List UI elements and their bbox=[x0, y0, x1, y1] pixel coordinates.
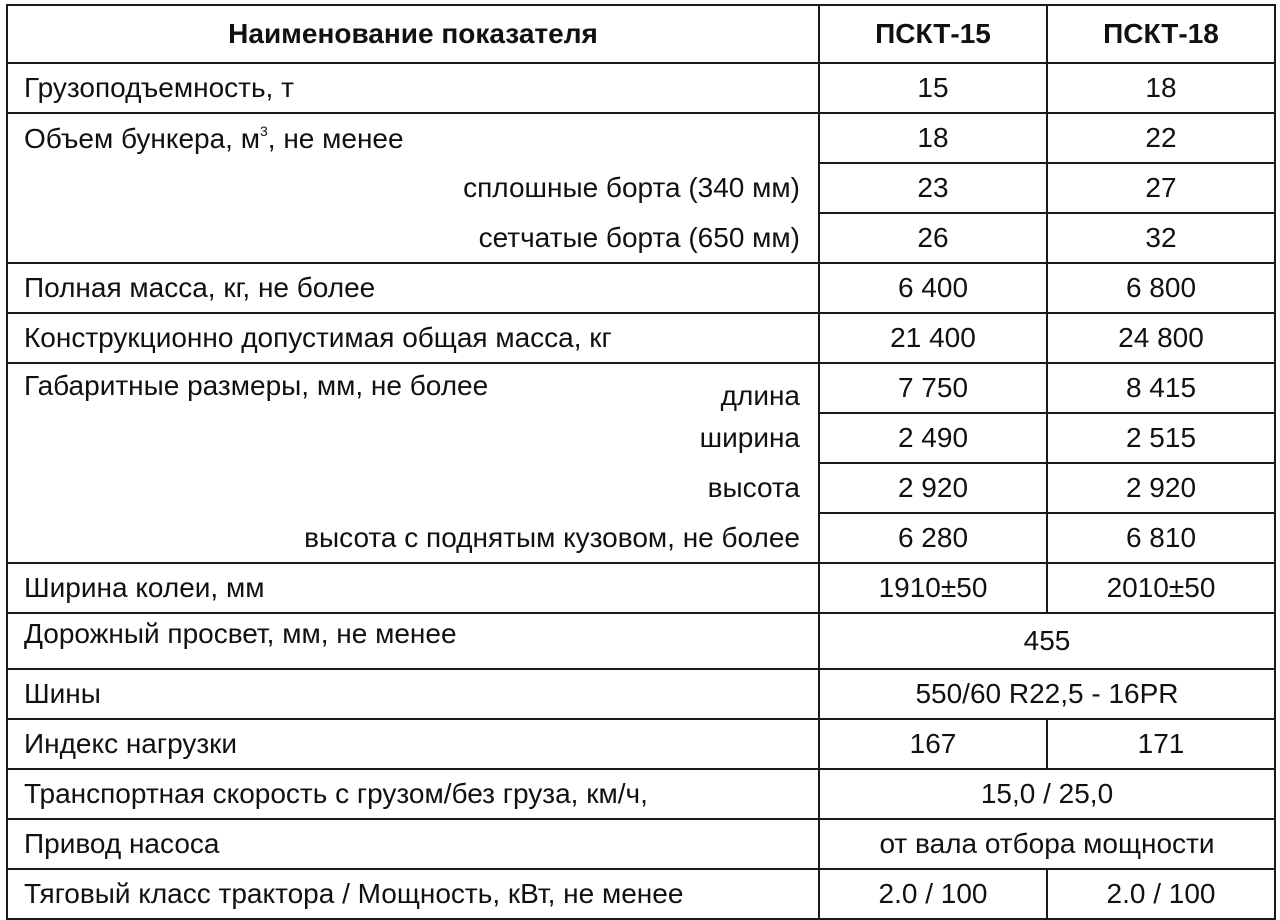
value-pskt15: 26 bbox=[819, 213, 1047, 263]
row-sublabel: высота с поднятым кузовом, не более bbox=[7, 513, 819, 563]
table-row bbox=[7, 613, 1275, 669]
value-pskt18: 27 bbox=[1047, 163, 1275, 213]
value-pskt18: 22 bbox=[1047, 113, 1275, 163]
table-row bbox=[7, 163, 1275, 213]
value-pskt15: 167 bbox=[819, 719, 1047, 769]
label-text: Объем бункера, м bbox=[24, 123, 260, 154]
value-pskt18: 8 415 bbox=[1047, 363, 1275, 413]
value-pskt18: 2 920 bbox=[1047, 463, 1275, 513]
header-pskt15: ПСКТ-15 bbox=[819, 5, 1047, 63]
value-pskt18: 2 515 bbox=[1047, 413, 1275, 463]
value-pskt18: 24 800 bbox=[1047, 313, 1275, 363]
value-pskt18: 18 bbox=[1047, 63, 1275, 113]
spec-table bbox=[6, 4, 1276, 920]
value-shared: 455 bbox=[819, 613, 1275, 669]
value-pskt15: 23 bbox=[819, 163, 1047, 213]
row-label: Привод насоса bbox=[7, 819, 819, 869]
table-row bbox=[7, 63, 1275, 113]
table-row bbox=[7, 719, 1275, 769]
superscript: 3 bbox=[259, 123, 268, 139]
row-sublabel: ширина bbox=[7, 413, 819, 463]
value-pskt15: 1910±50 bbox=[819, 563, 1047, 613]
value-pskt15: 2 490 bbox=[819, 413, 1047, 463]
table-row bbox=[7, 213, 1275, 263]
value-pskt18: 2010±50 bbox=[1047, 563, 1275, 613]
value-pskt18: 32 bbox=[1047, 213, 1275, 263]
table-row bbox=[7, 463, 1275, 513]
value-pskt15: 6 280 bbox=[819, 513, 1047, 563]
label-text: , не менее bbox=[267, 123, 404, 154]
row-label: Полная масса, кг, не более bbox=[7, 263, 819, 313]
row-label: Ширина колеи, мм bbox=[7, 563, 819, 613]
value-pskt15: 15 bbox=[819, 63, 1047, 113]
label-text: Габаритные размеры, мм, не более bbox=[24, 370, 489, 401]
table-row bbox=[7, 413, 1275, 463]
row-sublabel: длина bbox=[720, 380, 800, 411]
row-label: Грузоподъемность, т bbox=[7, 63, 819, 113]
row-label bbox=[7, 113, 819, 163]
row-sublabel: сплошные борта (340 мм) bbox=[7, 163, 819, 213]
header-row bbox=[7, 5, 1275, 63]
table-row bbox=[7, 313, 1275, 363]
row-label bbox=[7, 363, 819, 413]
value-pskt18: 6 800 bbox=[1047, 263, 1275, 313]
header-pskt18: ПСКТ-18 bbox=[1047, 5, 1275, 63]
row-sublabel: высота bbox=[7, 463, 819, 513]
value-pskt15: 21 400 bbox=[819, 313, 1047, 363]
value-pskt15: 6 400 bbox=[819, 263, 1047, 313]
table-row bbox=[7, 563, 1275, 613]
table-row bbox=[7, 363, 1275, 413]
table-row bbox=[7, 769, 1275, 819]
value-pskt15: 18 bbox=[819, 113, 1047, 163]
table-row bbox=[7, 869, 1275, 919]
header-name: Наименование показателя bbox=[7, 5, 819, 63]
table-row bbox=[7, 513, 1275, 563]
value-pskt15: 2.0 / 100 bbox=[819, 869, 1047, 919]
value-pskt15: 2 920 bbox=[819, 463, 1047, 513]
row-label: Конструкционно допустимая общая масса, кг bbox=[7, 313, 819, 363]
row-label: Индекс нагрузки bbox=[7, 719, 819, 769]
table-row bbox=[7, 113, 1275, 163]
value-pskt18: 171 bbox=[1047, 719, 1275, 769]
table-row bbox=[7, 263, 1275, 313]
row-label: Шины bbox=[7, 669, 819, 719]
row-sublabel: сетчатые борта (650 мм) bbox=[7, 213, 819, 263]
value-pskt18: 2.0 / 100 bbox=[1047, 869, 1275, 919]
table-row bbox=[7, 669, 1275, 719]
row-label: Дорожный просвет, мм, не менее bbox=[7, 613, 819, 669]
value-shared: 15,0 / 25,0 bbox=[819, 769, 1275, 819]
value-pskt18: 6 810 bbox=[1047, 513, 1275, 563]
value-shared: от вала отбора мощности bbox=[819, 819, 1275, 869]
row-label: Тяговый класс трактора / Мощность, кВт, не менее bbox=[7, 869, 819, 919]
table-row bbox=[7, 819, 1275, 869]
value-shared: 550/60 R22,5 - 16PR bbox=[819, 669, 1275, 719]
row-label: Транспортная скорость с грузом/без груза, км/ч, bbox=[7, 769, 819, 819]
value-pskt15: 7 750 bbox=[819, 363, 1047, 413]
